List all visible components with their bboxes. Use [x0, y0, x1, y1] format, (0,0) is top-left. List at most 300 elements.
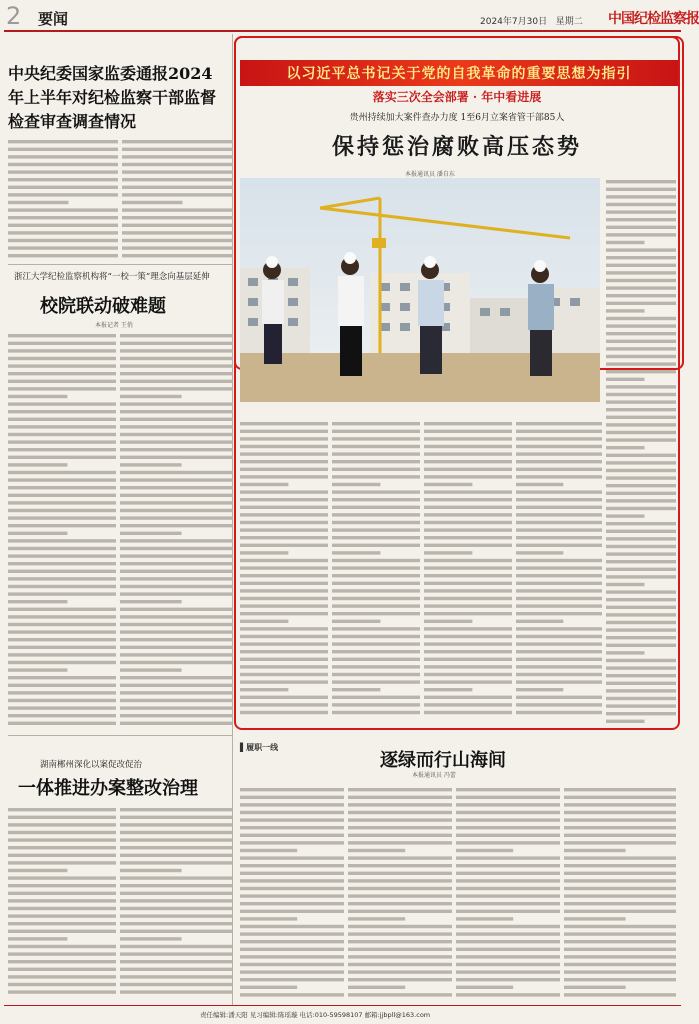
text-line	[564, 879, 676, 882]
text-line	[8, 463, 67, 466]
text-line	[456, 811, 560, 814]
text-line	[8, 884, 116, 887]
text-line	[8, 402, 116, 405]
text-line	[456, 818, 560, 821]
text-line	[564, 978, 676, 981]
text-line	[120, 630, 232, 633]
text-line	[8, 907, 116, 910]
text-line	[8, 892, 116, 895]
dateline	[480, 14, 583, 27]
text-line	[240, 917, 297, 920]
text-line	[122, 148, 232, 151]
text-line	[122, 201, 183, 204]
text-line	[8, 216, 118, 219]
column-separator	[232, 34, 233, 1006]
text-line	[8, 357, 116, 360]
article-1-body-col-1	[8, 138, 118, 260]
text-line	[8, 418, 116, 421]
text-line	[456, 970, 560, 973]
text-lines	[348, 786, 452, 1002]
text-line	[8, 254, 118, 257]
page-number: 2	[6, 2, 22, 30]
text-line	[120, 402, 232, 405]
text-line	[456, 849, 513, 852]
text-line	[456, 902, 560, 905]
article-4-body-col-2	[120, 806, 232, 1002]
text-line	[120, 869, 182, 872]
text-line	[8, 509, 116, 512]
text-line	[456, 879, 560, 882]
text-line	[456, 986, 513, 989]
text-line	[8, 937, 67, 940]
text-line	[240, 872, 344, 875]
masthead: 中国纪检监察报	[608, 11, 699, 27]
text-line	[120, 456, 232, 459]
text-line	[240, 887, 344, 890]
article-5-body-col-4	[564, 786, 676, 1002]
text-line	[120, 684, 232, 687]
text-line	[120, 425, 232, 428]
text-line	[456, 864, 560, 867]
text-line	[348, 963, 452, 966]
text-line	[120, 854, 232, 857]
text-line	[348, 932, 452, 935]
text-line	[8, 714, 116, 717]
footer-rule	[4, 1005, 681, 1006]
text-line	[8, 186, 118, 189]
text-line	[564, 993, 676, 996]
text-line	[348, 849, 405, 852]
text-line	[456, 993, 560, 996]
text-line	[8, 668, 67, 671]
text-line	[564, 788, 676, 791]
text-line	[8, 471, 116, 474]
text-line	[120, 653, 232, 656]
text-line	[120, 585, 232, 588]
article-5-label-text: 履职一线	[246, 743, 279, 752]
text-line	[122, 246, 232, 249]
text-line	[348, 826, 452, 829]
text-line	[8, 630, 116, 633]
text-line	[120, 983, 232, 986]
text-line	[240, 864, 344, 867]
text-line	[348, 796, 452, 799]
text-line	[456, 917, 513, 920]
text-line	[122, 216, 232, 219]
text-line	[456, 955, 560, 958]
text-line	[8, 854, 116, 857]
text-line	[120, 395, 182, 398]
text-line	[8, 532, 67, 535]
text-line	[456, 887, 560, 890]
text-line	[8, 349, 116, 352]
text-line	[120, 952, 232, 955]
text-line	[348, 872, 452, 875]
text-line	[240, 834, 344, 837]
article-1-title: 中央纪委国家监委通报2024年上半年对纪检监察干部监督检查审查调查情况	[8, 64, 217, 131]
text-line	[8, 706, 116, 709]
body-texture	[122, 138, 232, 264]
text-line	[456, 925, 560, 928]
text-line	[8, 456, 116, 459]
text-line	[122, 186, 232, 189]
article-4-body-col-1	[8, 806, 116, 1002]
text-line	[564, 796, 676, 799]
text-line	[8, 661, 116, 664]
text-line	[120, 945, 232, 948]
text-line	[8, 155, 118, 158]
text-line	[120, 638, 232, 641]
article-5-byline: 本报通讯员 冯蕾	[412, 772, 456, 779]
text-line	[564, 963, 676, 966]
text-line	[120, 615, 232, 618]
text-line	[8, 699, 116, 702]
text-line	[240, 993, 344, 996]
article-4-subhead: 湖南郴州深化以案促改促治	[40, 760, 143, 770]
text-line	[8, 410, 116, 413]
text-line	[8, 501, 116, 504]
text-line	[240, 963, 344, 966]
text-line	[240, 796, 344, 799]
text-line	[120, 433, 232, 436]
text-line	[456, 856, 560, 859]
text-line	[120, 990, 232, 993]
text-line	[8, 861, 116, 864]
text-line	[122, 224, 232, 227]
text-line	[240, 856, 344, 859]
text-line	[120, 907, 232, 910]
article-5-body-col-2	[348, 786, 452, 1002]
text-line	[122, 170, 232, 173]
text-line	[120, 570, 232, 573]
text-line	[120, 884, 232, 887]
text-line	[564, 864, 676, 867]
text-line	[456, 932, 560, 935]
text-line	[456, 872, 560, 875]
text-line	[348, 788, 452, 791]
text-line	[240, 803, 344, 806]
text-line	[240, 818, 344, 821]
text-line	[120, 539, 232, 542]
article-4-title: 一体推进办案整改治理	[18, 778, 198, 799]
text-lines	[120, 332, 232, 728]
text-line	[120, 554, 232, 557]
text-lines	[8, 806, 116, 1002]
text-line	[348, 917, 405, 920]
article-5-label: ▌履职一线	[240, 743, 279, 752]
body-texture	[8, 138, 118, 264]
text-line	[456, 788, 560, 791]
text-line	[8, 193, 118, 196]
text-line	[120, 364, 232, 367]
text-line	[8, 646, 116, 649]
text-line	[8, 615, 116, 618]
text-line	[8, 342, 116, 345]
text-line	[8, 380, 116, 383]
text-line	[564, 986, 626, 989]
text-line	[564, 856, 676, 859]
text-line	[8, 930, 116, 933]
text-line	[120, 524, 232, 527]
text-line	[564, 872, 676, 875]
text-line	[120, 691, 232, 694]
text-line	[348, 887, 452, 890]
body-texture	[120, 332, 232, 732]
text-line	[348, 856, 452, 859]
text-line	[120, 380, 232, 383]
text-line	[120, 922, 232, 925]
text-line	[564, 932, 676, 935]
text-line	[8, 201, 69, 204]
text-line	[120, 577, 232, 580]
text-line	[8, 831, 116, 834]
text-line	[8, 170, 118, 173]
text-line	[120, 722, 232, 725]
text-line	[8, 539, 116, 542]
text-line	[564, 849, 626, 852]
text-line	[8, 140, 118, 143]
text-line	[240, 910, 344, 913]
text-line	[120, 808, 232, 811]
text-line	[122, 140, 232, 143]
text-line	[564, 925, 676, 928]
text-line	[120, 646, 232, 649]
body-texture	[8, 332, 116, 732]
text-line	[122, 208, 232, 211]
featured-kicker: 落实三次全会部署 · 年中看进展	[372, 90, 542, 104]
article-2-title: 校院联动破难题	[40, 296, 166, 317]
issue-date: 2024年7月30日	[480, 17, 548, 27]
text-line	[120, 699, 232, 702]
text-line	[120, 342, 232, 345]
text-line	[120, 387, 232, 390]
page-footer: 责任编辑:潘天阳 见习编辑:陈瑶璇 电话:010-59598107 邮箱:jjbpll@163.com	[200, 1011, 431, 1019]
text-line	[8, 372, 116, 375]
text-line	[120, 547, 232, 550]
text-lines	[8, 138, 118, 260]
text-line	[8, 478, 116, 481]
text-line	[8, 334, 116, 337]
text-line	[456, 910, 560, 913]
text-line	[456, 841, 560, 844]
text-line	[120, 463, 182, 466]
text-line	[120, 440, 232, 443]
text-line	[122, 178, 232, 181]
text-line	[348, 955, 452, 958]
featured-frame-outline	[234, 36, 680, 730]
text-line	[8, 148, 118, 151]
text-line	[240, 849, 297, 852]
text-line	[8, 914, 116, 917]
text-line	[120, 714, 232, 717]
text-line	[348, 970, 452, 973]
text-line	[348, 894, 452, 897]
text-line	[564, 902, 676, 905]
text-line	[8, 952, 116, 955]
text-line	[8, 524, 116, 527]
text-line	[564, 940, 676, 943]
text-line	[348, 925, 452, 928]
featured-title: 保持惩治腐败高压态势	[331, 134, 582, 160]
text-line	[564, 803, 676, 806]
text-line	[8, 623, 116, 626]
body-texture	[456, 786, 560, 1006]
body-texture	[564, 786, 676, 1006]
text-line	[564, 887, 676, 890]
text-line	[8, 808, 116, 811]
body-texture	[240, 786, 344, 1006]
text-line	[8, 246, 118, 249]
text-line	[564, 818, 676, 821]
text-line	[456, 940, 560, 943]
text-line	[456, 948, 560, 951]
text-line	[8, 494, 116, 497]
text-line	[8, 945, 116, 948]
text-line	[8, 653, 116, 656]
text-line	[8, 922, 116, 925]
text-line	[120, 968, 232, 971]
text-line	[564, 970, 676, 973]
text-line	[120, 349, 232, 352]
text-line	[8, 239, 118, 242]
text-lines	[240, 786, 344, 1002]
text-line	[120, 661, 232, 664]
text-line	[120, 668, 182, 671]
text-line	[8, 876, 116, 879]
text-line	[8, 364, 116, 367]
text-line	[8, 600, 67, 603]
text-lines	[120, 806, 232, 1002]
text-line	[8, 577, 116, 580]
section-title: 要闻	[38, 10, 69, 28]
text-line	[456, 834, 560, 837]
text-line	[120, 930, 232, 933]
text-line	[8, 224, 118, 227]
text-line	[120, 861, 232, 864]
header-rule	[4, 30, 681, 32]
text-line	[348, 948, 452, 951]
text-line	[8, 231, 118, 234]
text-line	[120, 494, 232, 497]
text-line	[120, 486, 232, 489]
article-2-body-col-1	[8, 332, 116, 728]
text-line	[120, 676, 232, 679]
text-lines	[122, 138, 232, 260]
text-line	[120, 876, 232, 879]
text-line	[8, 983, 116, 986]
text-line	[120, 831, 232, 834]
text-line	[240, 986, 297, 989]
text-line	[348, 834, 452, 837]
text-line	[8, 684, 116, 687]
text-line	[564, 826, 676, 829]
text-line	[348, 978, 452, 981]
text-line	[348, 811, 452, 814]
article-5-title: 逐绿而行山海间	[380, 750, 506, 771]
text-line	[120, 592, 232, 595]
text-line	[8, 395, 67, 398]
article-5-body-col-1	[240, 786, 344, 1002]
text-line	[8, 486, 116, 489]
text-line	[8, 448, 116, 451]
text-line	[8, 838, 116, 841]
text-line	[120, 448, 232, 451]
text-line	[348, 879, 452, 882]
text-line	[348, 841, 452, 844]
text-line	[8, 163, 118, 166]
text-line	[120, 608, 232, 611]
text-line	[8, 691, 116, 694]
text-line	[120, 357, 232, 360]
text-line	[8, 425, 116, 428]
featured-subtitle: 贵州持续加大案件查办力度 1至6月立案省管干部85人	[349, 113, 565, 123]
text-line	[8, 816, 116, 819]
featured-banner-text: 以习近平总书记关于党的自我革命的重要思想为指引	[286, 66, 632, 82]
text-line	[8, 608, 116, 611]
text-line	[456, 803, 560, 806]
text-line	[120, 600, 182, 603]
text-line	[564, 841, 676, 844]
text-line	[120, 706, 232, 709]
text-lines	[456, 786, 560, 1002]
text-line	[122, 231, 232, 234]
text-line	[348, 940, 452, 943]
text-line	[8, 960, 116, 963]
text-line	[8, 722, 116, 725]
text-line	[8, 570, 116, 573]
text-line	[564, 811, 676, 814]
text-line	[240, 841, 344, 844]
text-line	[120, 562, 232, 565]
text-line	[348, 818, 452, 821]
text-line	[240, 955, 344, 958]
text-line	[8, 562, 116, 565]
text-line	[240, 932, 344, 935]
text-line	[122, 193, 232, 196]
text-line	[120, 892, 232, 895]
text-line	[348, 864, 452, 867]
text-line	[240, 826, 344, 829]
text-line	[8, 846, 116, 849]
text-line	[120, 501, 232, 504]
text-line	[348, 986, 405, 989]
text-line	[122, 155, 232, 158]
text-line	[120, 937, 182, 940]
text-line	[8, 387, 116, 390]
text-line	[120, 478, 232, 481]
text-line	[8, 823, 116, 826]
text-line	[240, 970, 344, 973]
text-line	[120, 334, 232, 337]
text-line	[8, 899, 116, 902]
text-line	[240, 948, 344, 951]
text-line	[240, 879, 344, 882]
article-5-body-col-3	[456, 786, 560, 1002]
text-line	[564, 894, 676, 897]
text-line	[122, 163, 232, 166]
body-texture	[348, 786, 452, 1006]
text-line	[8, 547, 116, 550]
text-line	[120, 816, 232, 819]
text-line	[120, 899, 232, 902]
text-line	[120, 418, 232, 421]
text-line	[120, 516, 232, 519]
text-line	[120, 471, 232, 474]
divider	[8, 735, 232, 736]
text-line	[564, 834, 676, 837]
article-1-body-col-2	[122, 138, 232, 260]
text-line	[456, 978, 560, 981]
